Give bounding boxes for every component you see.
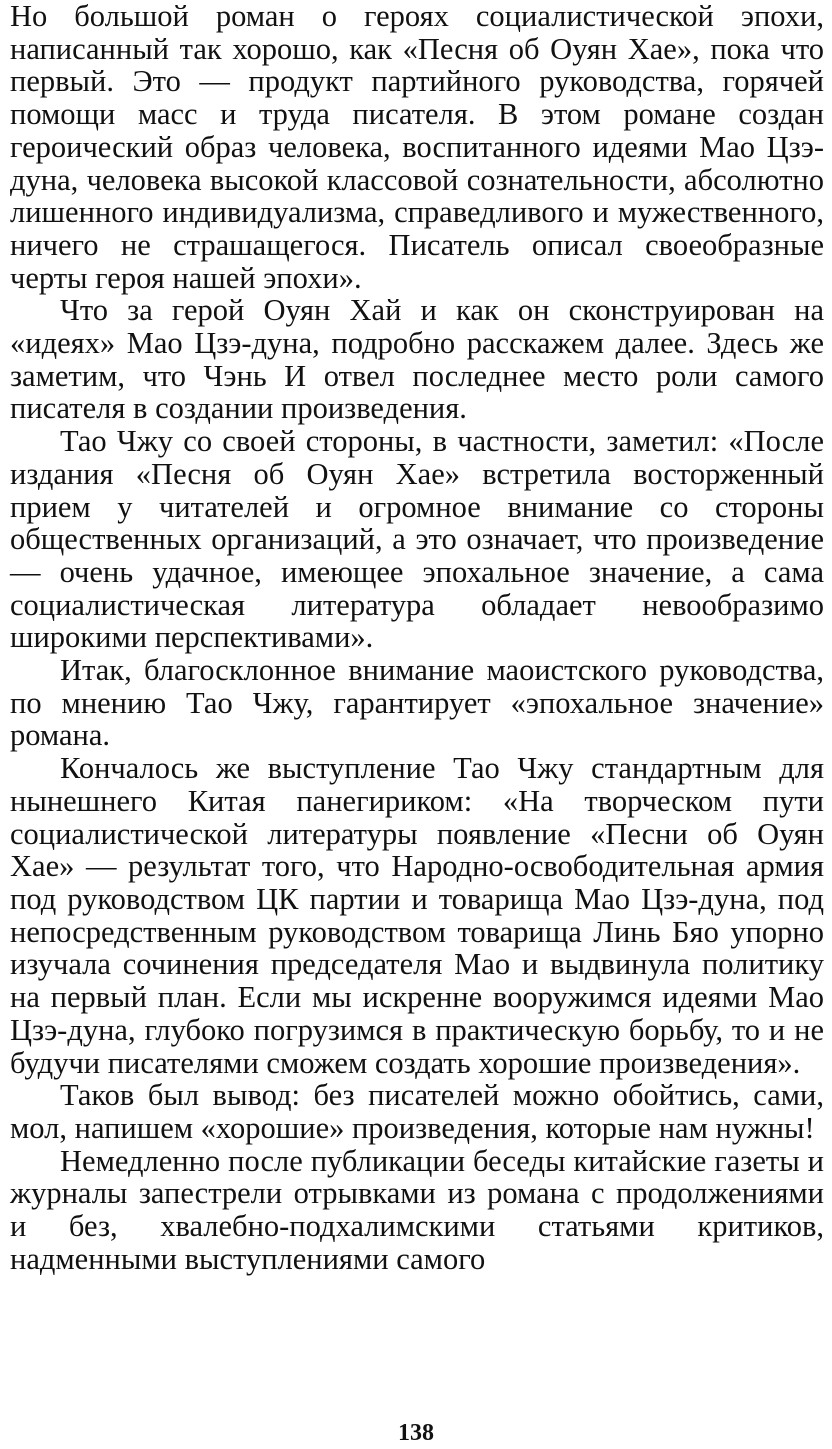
paragraph-2: Что за герой Оуян Хай и как он сконструирован на «идеях» Мао Цзэ-дуна, подробно расскажем далее. Здесь же заметим, что Чэнь И отвел последнее место роли самого писателя в создании произведения.	[10, 293, 824, 426]
paragraph-7: Немедленно после публикации беседы китайские газеты и журналы запестрели отрывками из романа с продолжениями и без, хвалебно-подхалимскими статьями критиков, надменными выступлениями самого	[10, 1143, 824, 1276]
paragraph-6: Таков был вывод: без писателей можно обойтись, сами, мол, напишем «хорошие» произведения, которые нам нужны!	[10, 1078, 824, 1145]
paragraph-5: Кончалось же выступление Тао Чжу стандартным для нынешнего Китая панегириком: «На творческом пути социалистической литературы появление «Песни об Оуян Хае» — результат того, что Народно-освободительная армия под руководством ЦК партии и товарища Мао Цзэ-дуна, под непосредственным руководством товарища Линь Бяо упорно изучала сочинения председателя Мао и выдвинула политику на первый план. Если мы искренне вооружимся идеями Мао Цзэ-дуна, глубоко погрузимся в практическую борьбу, то и не будучи писателями сможем создать хорошие произведения».	[10, 751, 824, 1080]
page-body	[10, 0, 824, 1275]
paragraph-1: Но большой роман о героях социалистической эпохи, написанный так хорошо, как «Песня об Оуян Хае», пока что первый. Это — продукт партийного руководства, горячей помощи масс и труда писателя. В этом романе создан героический образ человека, воспитанного идеями Мао Цзэ-дуна, человека высокой классовой сознательности, абсолютно лишенного индивидуализма, справедливого и мужественного, ничего не страшащегося. Писатель описал своеобразные черты героя нашей эпохи».	[10, 0, 824, 295]
page-number: 138	[398, 1420, 434, 1446]
paragraph-4: Итак, благосклонное внимание маоистского руководства, по мнению Тао Чжу, гарантирует «эпохальное значение» романа.	[10, 653, 824, 753]
paragraph-3: Тао Чжу со своей стороны, в частности, заметил: «После издания «Песня об Оуян Хае» встретила восторженный прием у читателей и огромное внимание со стороны общественных организаций, а это означает, что произведение — очень удачное, имеющее эпохальное значение, а сама социалистическая литература обладает невообразимо широкими перспективами».	[10, 424, 824, 655]
